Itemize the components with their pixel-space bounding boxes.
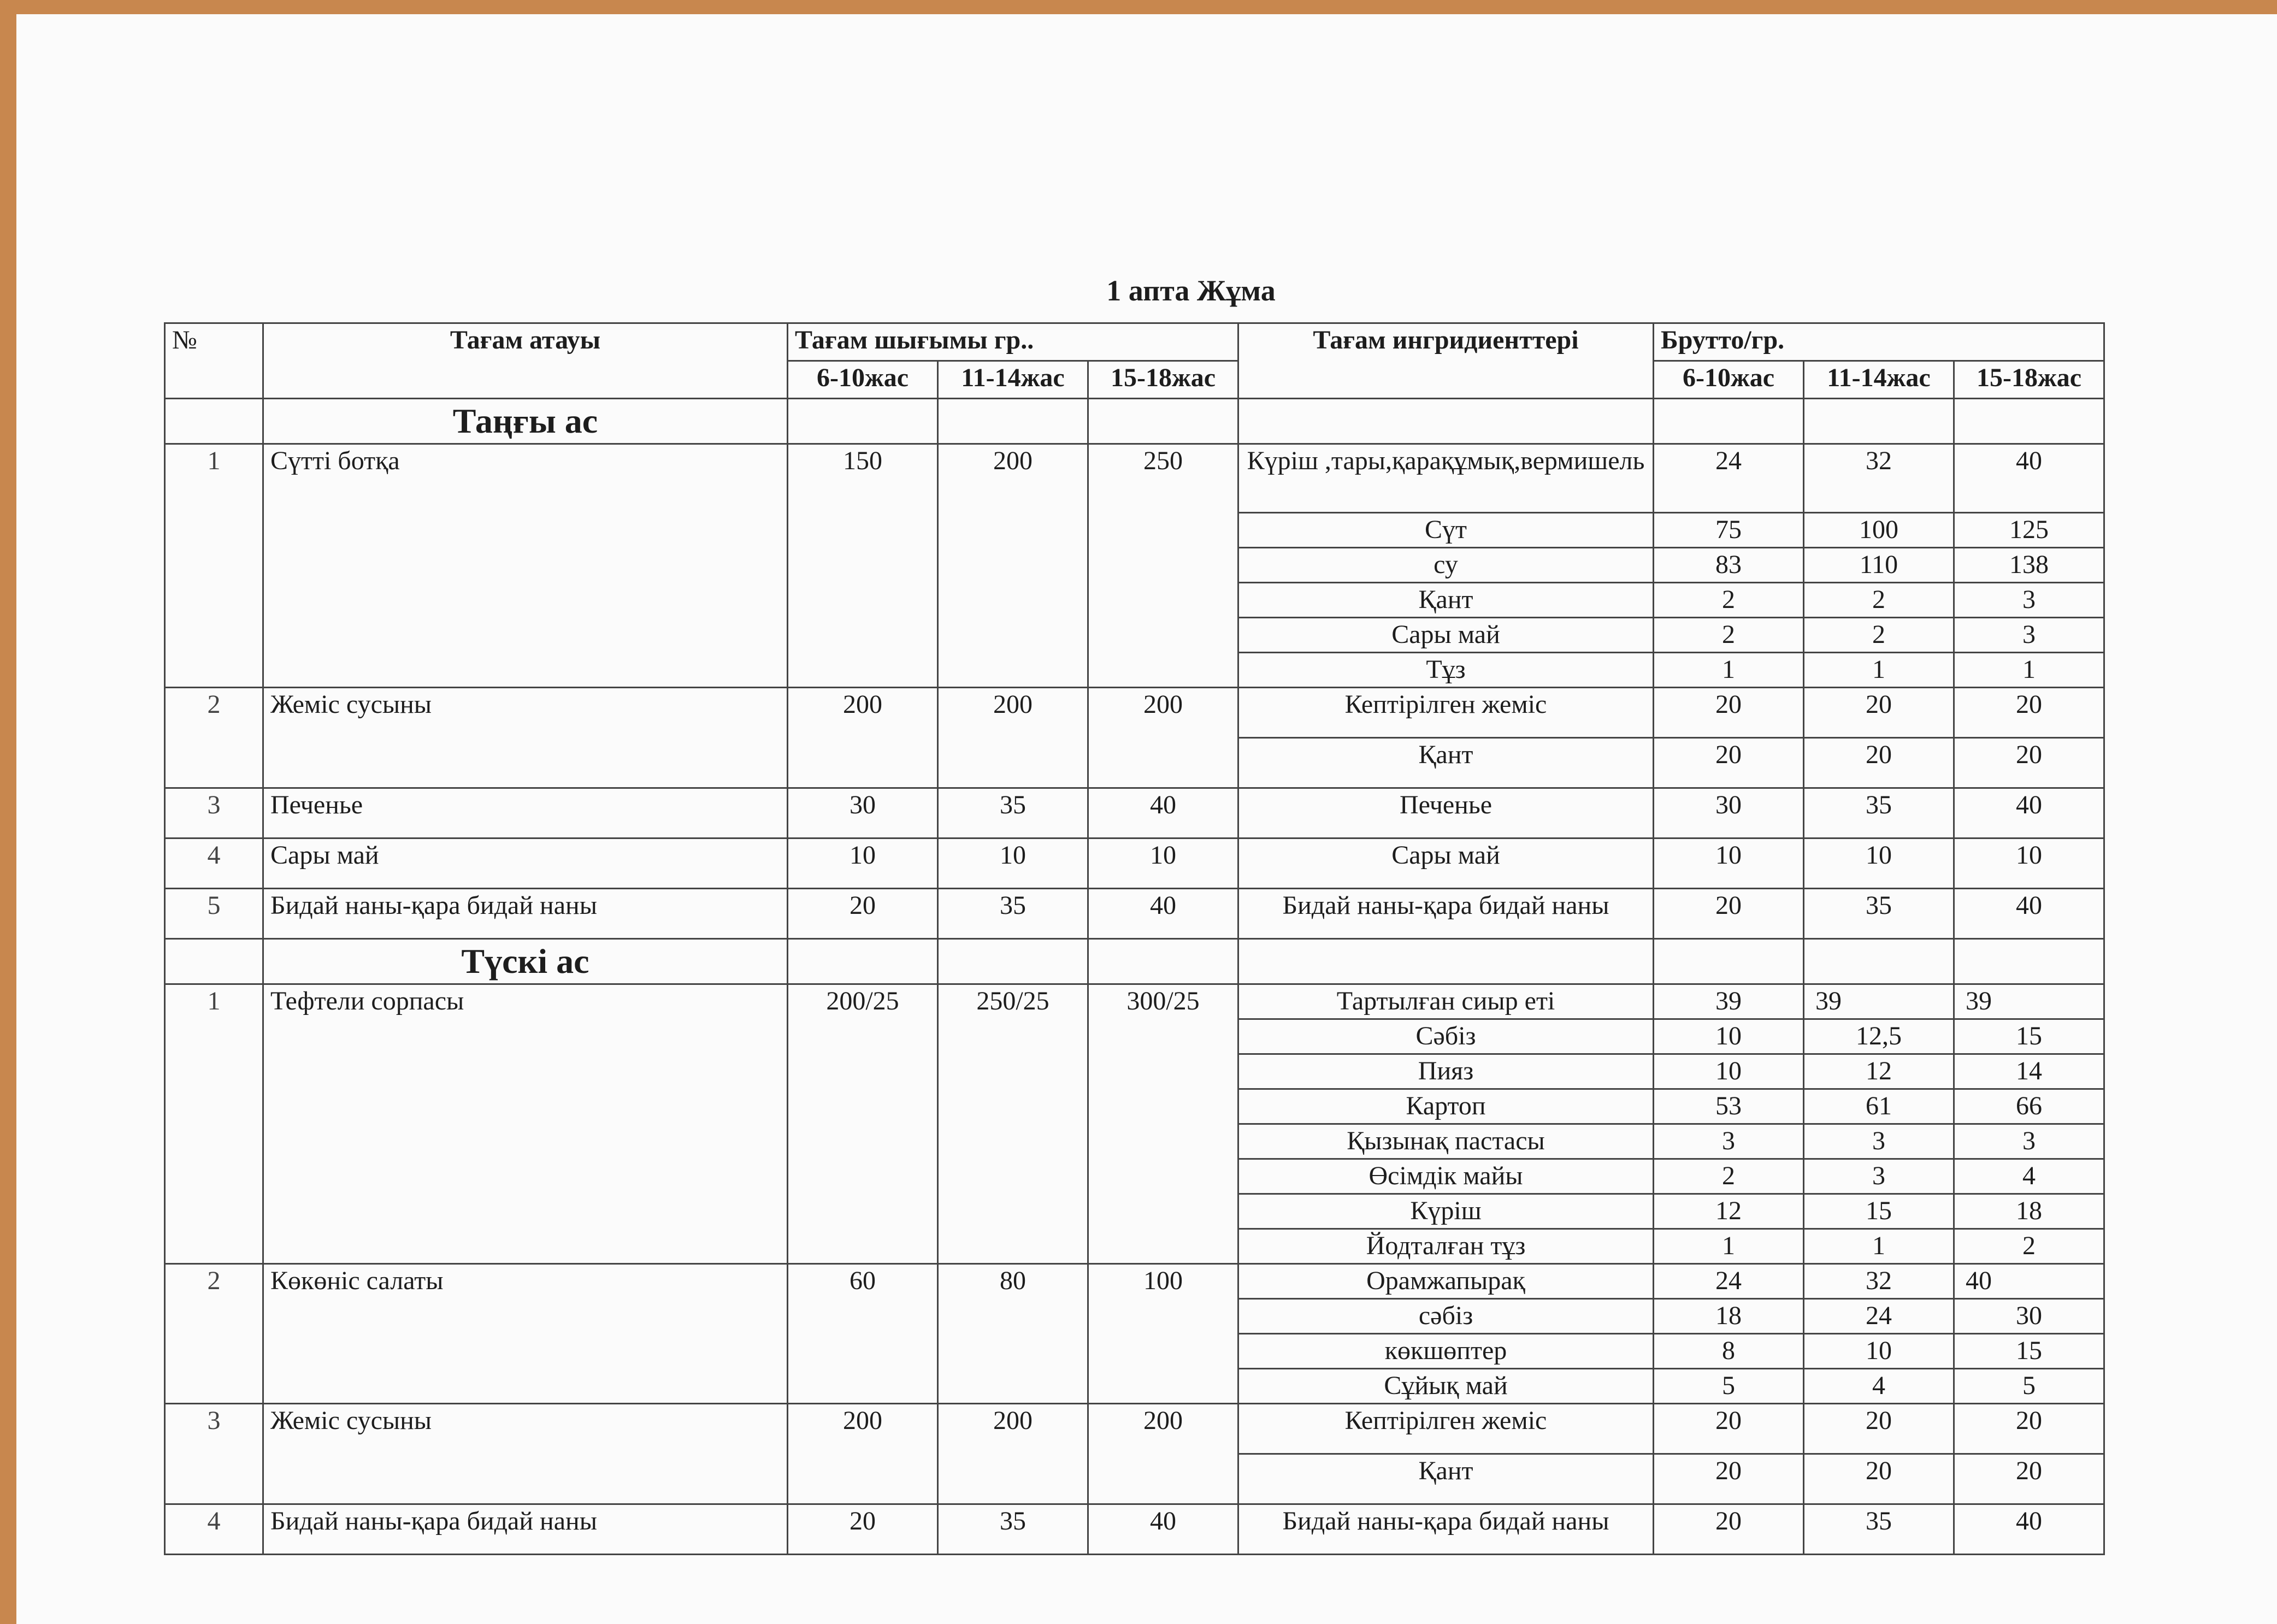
brutto-value: 20 [1954,1404,2104,1454]
dish-name: Печенье [263,788,788,838]
section-empty-cell [1804,939,1954,984]
brutto-value: 8 [1654,1334,1804,1369]
ingredient-name: Йодталған тұз [1238,1229,1654,1264]
brutto-value: 1 [1654,653,1804,688]
brutto-value: 20 [1954,738,2104,788]
brutto-value: 10 [1654,1019,1804,1054]
dish-output-value: 10 [788,838,938,889]
brutto-value: 15 [1954,1334,2104,1369]
dish-number: 1 [165,444,263,688]
dish-output-value: 40 [1088,1504,1238,1555]
header-output-age-15-18: 15-18жас [1088,361,1238,399]
dish-output-value: 200 [788,688,938,788]
dish-output-value: 300/25 [1088,984,1238,1264]
brutto-value: 2 [1654,618,1804,653]
dish-name: Бидай наны-қара бидай наны [263,1504,788,1555]
dish-output-value: 10 [938,838,1088,889]
header-brutto-age-11-14: 11-14жас [1804,361,1954,399]
brutto-value: 20 [1654,688,1804,738]
brutto-value: 2 [1954,1229,2104,1264]
dish-name: Көкөніс салаты [263,1264,788,1404]
brutto-value: 3 [1954,1124,2104,1159]
brutto-value: 3 [1804,1124,1954,1159]
ingredient-name: Бидай наны-қара бидай наны [1238,889,1654,939]
section-empty-cell [1088,399,1238,444]
dish-output-value: 20 [788,1504,938,1555]
ingredient-name: Күріш [1238,1194,1654,1229]
dish-output-value: 150 [788,444,938,688]
ingredient-name: Кептірілген жеміс [1238,1404,1654,1454]
brutto-value: 20 [1954,1454,2104,1504]
dish-output-value: 200 [938,688,1088,788]
ingredient-name: Сары май [1238,838,1654,889]
brutto-value: 18 [1654,1299,1804,1334]
section-empty-cell [1238,399,1654,444]
brutto-value: 40 [1954,788,2104,838]
ingredient-name: Сары май [1238,618,1654,653]
dish-name: Бидай наны-қара бидай наны [263,889,788,939]
section-empty-cell [788,399,938,444]
brutto-value: 12,5 [1804,1019,1954,1054]
dish-number: 3 [165,788,263,838]
dish-number: 3 [165,1404,263,1504]
ingredient-name: Күріш ,тары,қарақұмық,вермишель [1238,444,1654,513]
brutto-value: 5 [1654,1369,1804,1404]
section-row [165,939,2104,984]
dish-output-value: 80 [938,1264,1088,1404]
brutto-value: 100 [1804,513,1954,548]
section-empty-cell [1088,939,1238,984]
brutto-value: 138 [1954,548,2104,583]
brutto-value: 30 [1654,788,1804,838]
brutto-value: 35 [1804,1504,1954,1555]
brutto-value: 40 [1954,1264,2104,1299]
brutto-value: 75 [1654,513,1804,548]
section-empty-cell [938,399,1088,444]
section-empty-cell [1654,939,1804,984]
brutto-value: 12 [1804,1054,1954,1089]
header-ingredients: Тағам ингридиенттері [1238,323,1654,399]
brutto-value: 4 [1804,1369,1954,1404]
header-output-age-6-10: 6-10жас [788,361,938,399]
brutto-value: 3 [1954,618,2104,653]
brutto-value: 12 [1654,1194,1804,1229]
brutto-value: 10 [1804,1334,1954,1369]
dish-output-value: 35 [938,788,1088,838]
dish-number: 2 [165,688,263,788]
brutto-value: 20 [1804,1404,1954,1454]
table-row [165,788,2104,838]
dish-output-value: 40 [1088,788,1238,838]
brutto-value: 40 [1954,889,2104,939]
brutto-value: 61 [1804,1089,1954,1124]
brutto-value: 1 [1654,1229,1804,1264]
brutto-value: 40 [1954,444,2104,513]
dish-output-value: 40 [1088,889,1238,939]
ingredient-name: Қызынақ пастасы [1238,1124,1654,1159]
brutto-value: 1 [1804,653,1954,688]
header-output: Тағам шығымы гр.. [788,323,1238,361]
brutto-value: 24 [1654,444,1804,513]
ingredient-name: су [1238,548,1654,583]
ingredient-name: Тартылған сиыр еті [1238,984,1654,1019]
dish-output-value: 60 [788,1264,938,1404]
table-row [165,1264,2104,1299]
header-row [165,323,2104,361]
brutto-value: 39 [1804,984,1954,1019]
dish-number: 1 [165,984,263,1264]
header-brutto: Брутто/гр. [1654,323,2104,361]
section-num-cell [165,399,263,444]
brutto-value: 2 [1804,618,1954,653]
ingredient-name: Тұз [1238,653,1654,688]
brutto-value: 14 [1954,1054,2104,1089]
table-row [165,984,2104,1019]
table-row [165,1504,2104,1555]
brutto-value: 3 [1954,583,2104,618]
brutto-value: 83 [1654,548,1804,583]
table-row [165,688,2104,738]
dish-output-value: 200 [1088,1404,1238,1504]
dish-output-value: 200/25 [788,984,938,1264]
dish-output-value: 250/25 [938,984,1088,1264]
menu-table [164,322,2105,1555]
brutto-value: 10 [1804,838,1954,889]
dish-output-value: 200 [1088,688,1238,788]
brutto-value: 2 [1654,1159,1804,1194]
brutto-value: 20 [1804,738,1954,788]
table-row [165,838,2104,889]
table-row [165,444,2104,513]
header-dish-name: Тағам атауы [263,323,788,399]
brutto-value: 24 [1654,1264,1804,1299]
ingredient-name: Бидай наны-қара бидай наны [1238,1504,1654,1555]
brutto-value: 32 [1804,444,1954,513]
ingredient-name: Қант [1238,583,1654,618]
brutto-value: 10 [1654,838,1804,889]
ingredient-name: Картоп [1238,1089,1654,1124]
brutto-value: 1 [1954,653,2104,688]
dish-number: 2 [165,1264,263,1404]
brutto-value: 20 [1954,688,2104,738]
section-empty-cell [1954,399,2104,444]
ingredient-name: Орамжапырақ [1238,1264,1654,1299]
dish-output-value: 100 [1088,1264,1238,1404]
brutto-value: 15 [1954,1019,2104,1054]
dish-name: Жеміс сусыны [263,688,788,788]
brutto-value: 20 [1654,1454,1804,1504]
section-empty-cell [1954,939,2104,984]
brutto-value: 2 [1654,583,1804,618]
menu-body [165,399,2104,1555]
brutto-value: 4 [1954,1159,2104,1194]
ingredient-name: Сәбіз [1238,1019,1654,1054]
brutto-value: 24 [1804,1299,1954,1334]
dish-output-value: 20 [788,889,938,939]
dish-output-value: 250 [1088,444,1238,688]
ingredient-name: Кептірілген жеміс [1238,688,1654,738]
dish-name: Тефтели сорпасы [263,984,788,1264]
section-empty-cell [1238,939,1654,984]
section-title: Түскі ас [263,939,788,984]
brutto-value: 20 [1804,688,1954,738]
brutto-value: 3 [1804,1159,1954,1194]
dish-output-value: 200 [938,1404,1088,1504]
brutto-value: 20 [1654,889,1804,939]
dish-name: Сүтті ботқа [263,444,788,688]
brutto-value: 2 [1804,583,1954,618]
ingredient-name: Өсімдік майы [1238,1159,1654,1194]
brutto-value: 5 [1954,1369,2104,1404]
table-row [165,1404,2104,1454]
ingredient-name: Сүт [1238,513,1654,548]
section-title: Таңғы ас [263,399,788,444]
ingredient-name: Пияз [1238,1054,1654,1089]
section-num-cell [165,939,263,984]
header-num: № [165,323,263,399]
ingredient-name: Қант [1238,1454,1654,1504]
brutto-value: 35 [1804,788,1954,838]
brutto-value: 40 [1954,1504,2104,1555]
page-title: 1 апта Жұма [1106,274,1276,307]
ingredient-name: көкшөптер [1238,1334,1654,1369]
ingredient-name: сәбіз [1238,1299,1654,1334]
brutto-value: 18 [1954,1194,2104,1229]
header-brutto-age-15-18: 15-18жас [1954,361,2104,399]
brutto-value: 39 [1954,984,2104,1019]
brutto-value: 125 [1954,513,2104,548]
brutto-value: 20 [1654,1404,1804,1454]
brutto-value: 20 [1654,738,1804,788]
brutto-value: 30 [1954,1299,2104,1334]
brutto-value: 66 [1954,1089,2104,1124]
brutto-value: 1 [1804,1229,1954,1264]
brutto-value: 110 [1804,548,1954,583]
dish-output-value: 30 [788,788,938,838]
dish-name: Жеміс сусыны [263,1404,788,1504]
header-brutto-age-6-10: 6-10жас [1654,361,1804,399]
brutto-value: 20 [1654,1504,1804,1555]
section-row [165,399,2104,444]
brutto-value: 35 [1804,889,1954,939]
section-empty-cell [788,939,938,984]
section-empty-cell [938,939,1088,984]
dish-number: 4 [165,1504,263,1555]
brutto-value: 20 [1804,1454,1954,1504]
brutto-value: 39 [1654,984,1804,1019]
brutto-value: 10 [1954,838,2104,889]
section-empty-cell [1654,399,1804,444]
dish-name: Сары май [263,838,788,889]
brutto-value: 32 [1804,1264,1954,1299]
dish-output-value: 200 [788,1404,938,1504]
ingredient-name: Печенье [1238,788,1654,838]
dish-output-value: 10 [1088,838,1238,889]
ingredient-name: Қант [1238,738,1654,788]
brutto-value: 3 [1654,1124,1804,1159]
dish-output-value: 35 [938,1504,1088,1555]
dish-output-value: 200 [938,444,1088,688]
header-output-age-11-14: 11-14жас [938,361,1088,399]
dish-number: 4 [165,838,263,889]
table-row [165,889,2104,939]
dish-output-value: 35 [938,889,1088,939]
brutto-value: 10 [1654,1054,1804,1089]
brutto-value: 53 [1654,1089,1804,1124]
dish-number: 5 [165,889,263,939]
ingredient-name: Сұйық май [1238,1369,1654,1404]
brutto-value: 15 [1804,1194,1954,1229]
section-empty-cell [1804,399,1954,444]
